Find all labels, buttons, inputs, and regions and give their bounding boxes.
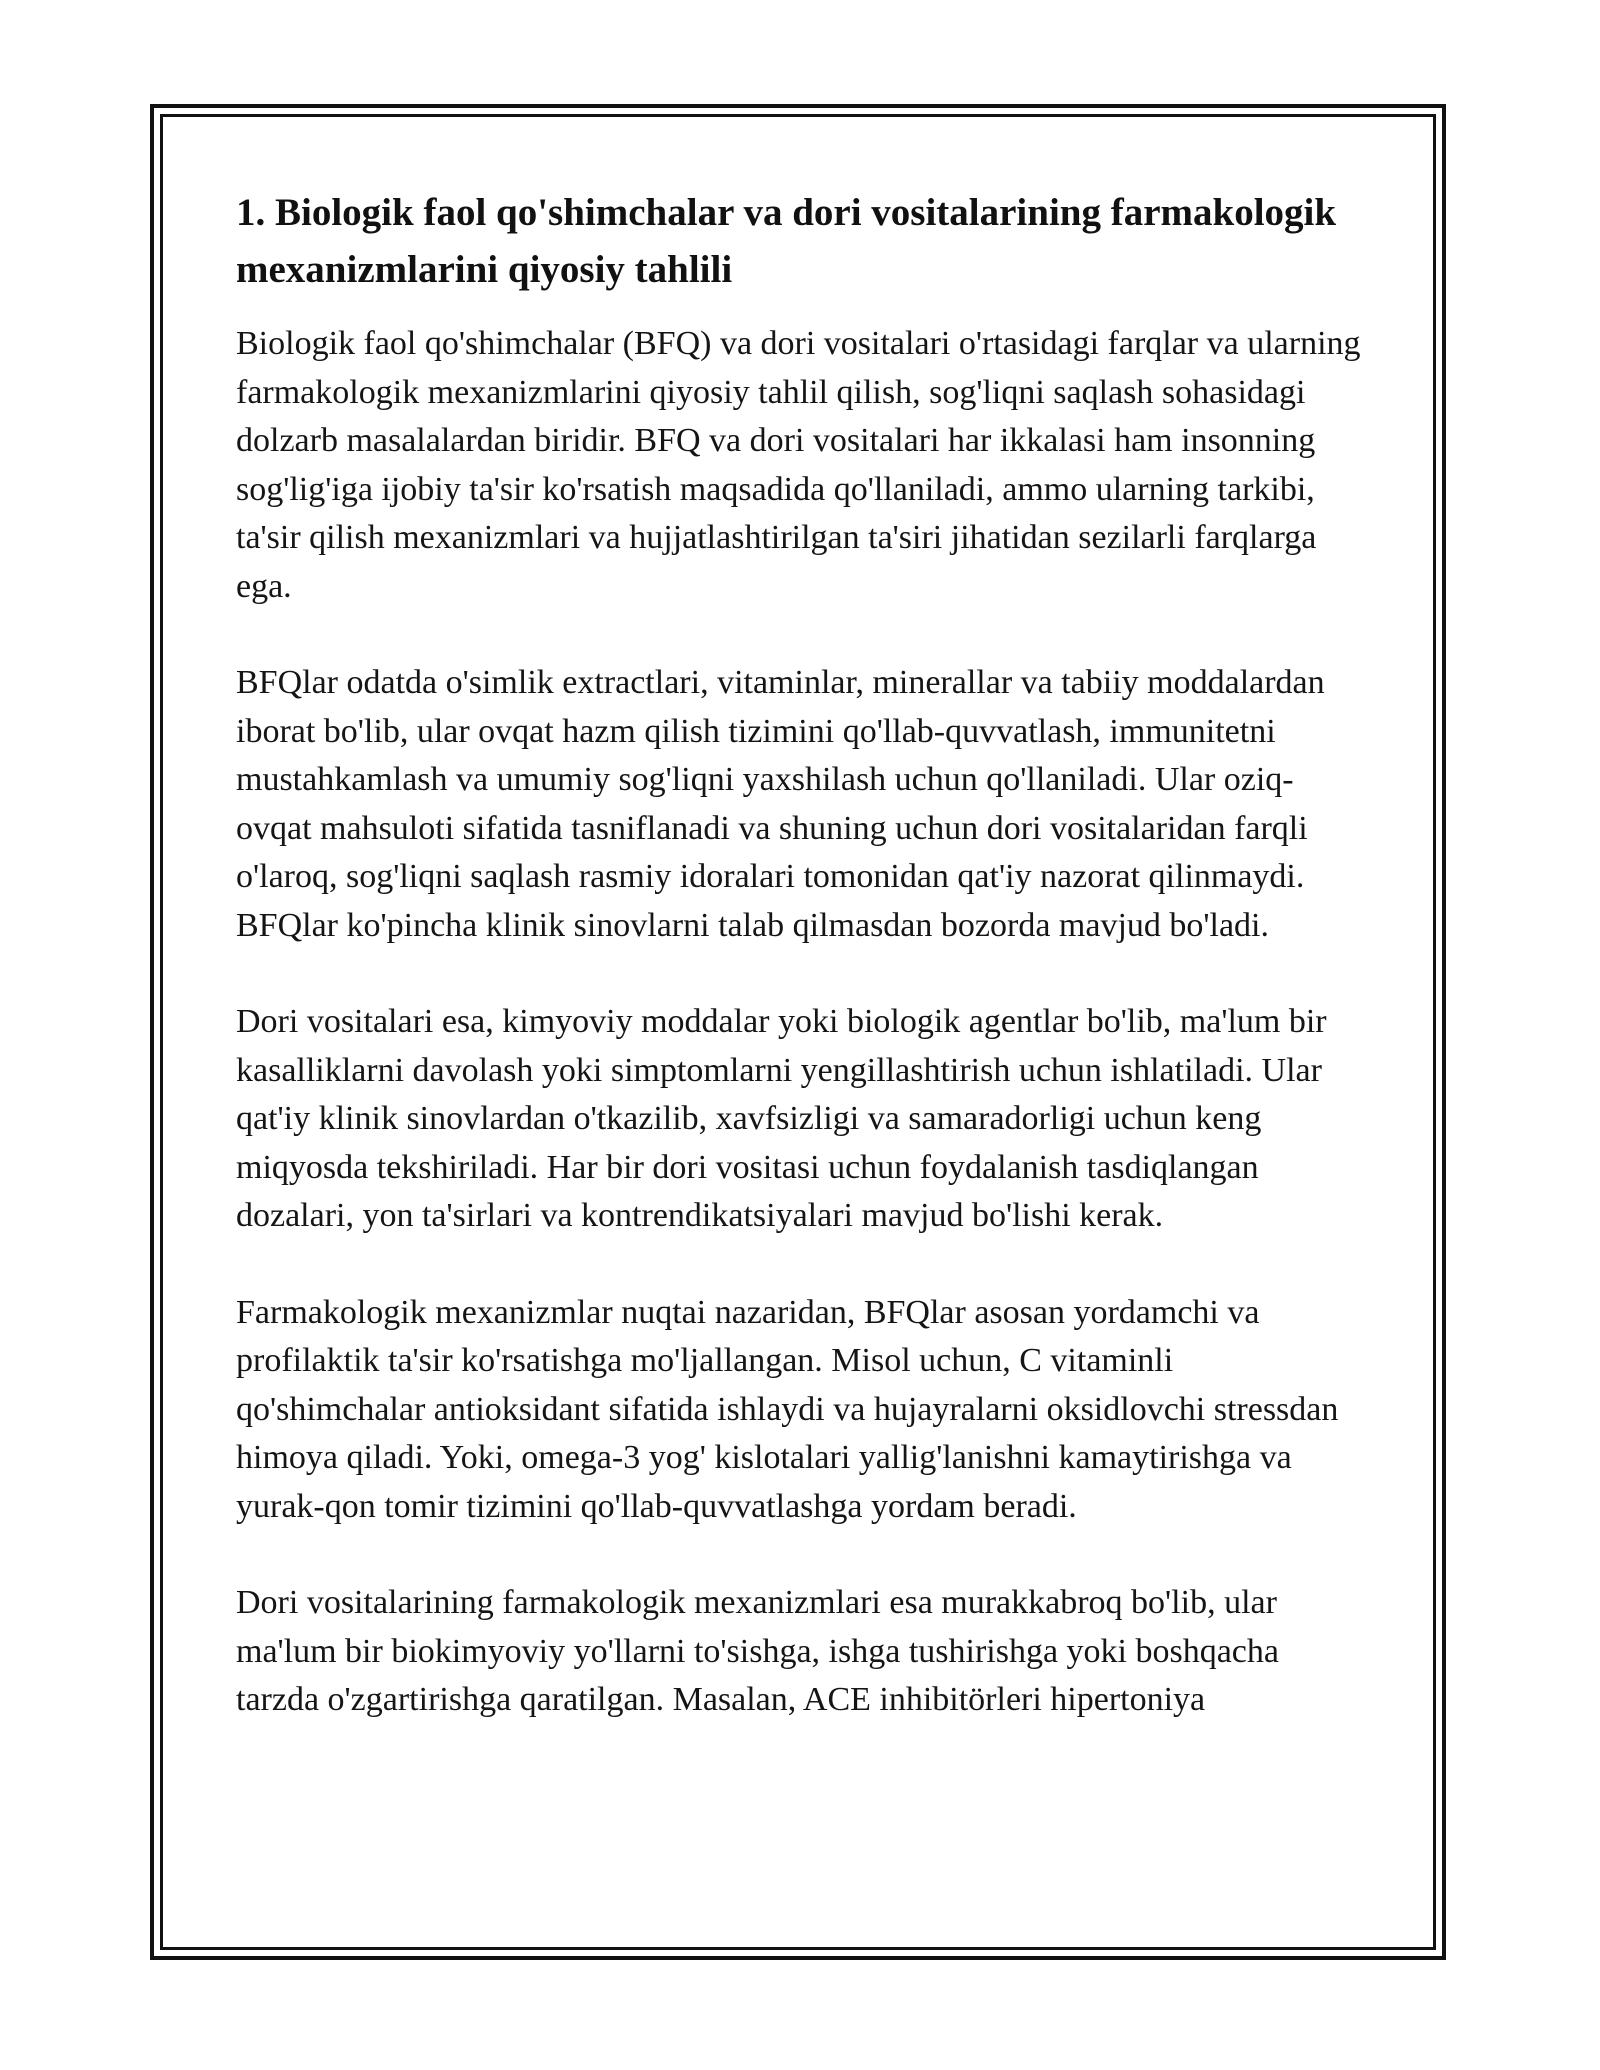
- paragraph-drugs: Dori vositalari esa, kimyoviy moddalar yoki biologik agentlar bo'lib, ma'lum bir kasalliklarni davolash yoki simptomlarni yengillashtirish uchun ishlatiladi. Ular qat'iy klinik sinovlardan o'tkazilib, xavfsizligi va samaradorligi uchun keng miqyosda tekshiriladi. Har bir dori vositasi uchun foydalanish tasdiqlangan dozalari, yon ta'sirlari va kontrendikatsiyalari mavjud bo'lishi kerak.: [236, 1003, 1327, 1234]
- paragraph-intro: Biologik faol qo'shimchalar (BFQ) va dori vositalari o'rtasidagi farqlar va ularning farmakologik mexanizmlarini qiyosiy tahlil qilish, sog'liqni saqlash sohasidagi dolzarb masalalardan biridir. BFQ va dori vositalari har ikkalasi ham insonning sog'lig'iga ijobiy ta'sir ko'rsatish maqsadida qo'llaniladi, ammo ularning tarkibi, ta'sir qilish mexanizmlari va hujjatlashtirilgan ta'siri jihatidan sezilarli farqlarga ega.: [236, 325, 1361, 605]
- paragraph-bfq: BFQlar odatda o'simlik extractlari, vitaminlar, minerallar va tabiiy moddalardan iborat bo'lib, ular ovqat hazm qilish tizimini qo'llab-quvvatlash, immunitetni mustahkamlash va umumiy sog'liqni yaxshilash uchun qo'llaniladi. Ular oziq-ovqat mahsuloti sifatida tasniflanadi va shuning uchun dori vositalaridan farqli o'laroq, sog'liqni saqlash rasmiy idoralari tomonidan qat'iy nazorat qilinmaydi. BFQlar ko'pincha klinik sinovlarni talab qilmasdan bozorda mavjud bo'ladi.: [236, 664, 1325, 944]
- paragraph-mechanisms-bfq: Farmakologik mexanizmlar nuqtai nazaridan, BFQlar asosan yordamchi va profilaktik ta'sir ko'rsatishga mo'ljallangan. Misol uchun, C vitaminli qo'shimchalar antioksidant sifatida ishlaydi va hujayralarni oksidlovchi stressdan himoya qiladi. Yoki, omega-3 yog' kislotalari yallig'lanishni kamaytirishga va yurak-qon tomir tizimini qo'llab-quvvatlashga yordam beradi.: [236, 1293, 1339, 1525]
- paragraph-mechanisms-drugs: Dori vositalarining farmakologik mexanizmlari esa murakkabroq bo'lib, ular ma'lum bir biokimyoviy yo'llarni to'sishga, ishga tushirishga yoki boshqacha tarzda o'zgartirishga qaratilgan. Masalan, ACE inhibitörleri hipertoniya: [236, 1584, 1279, 1718]
- section-heading: 1. Biologik faol qo'shimchalar va dori vositalarining farmakologik mexanizmlarini qiyosiy tahlili: [236, 191, 1337, 291]
- document-body: [236, 184, 1366, 1773]
